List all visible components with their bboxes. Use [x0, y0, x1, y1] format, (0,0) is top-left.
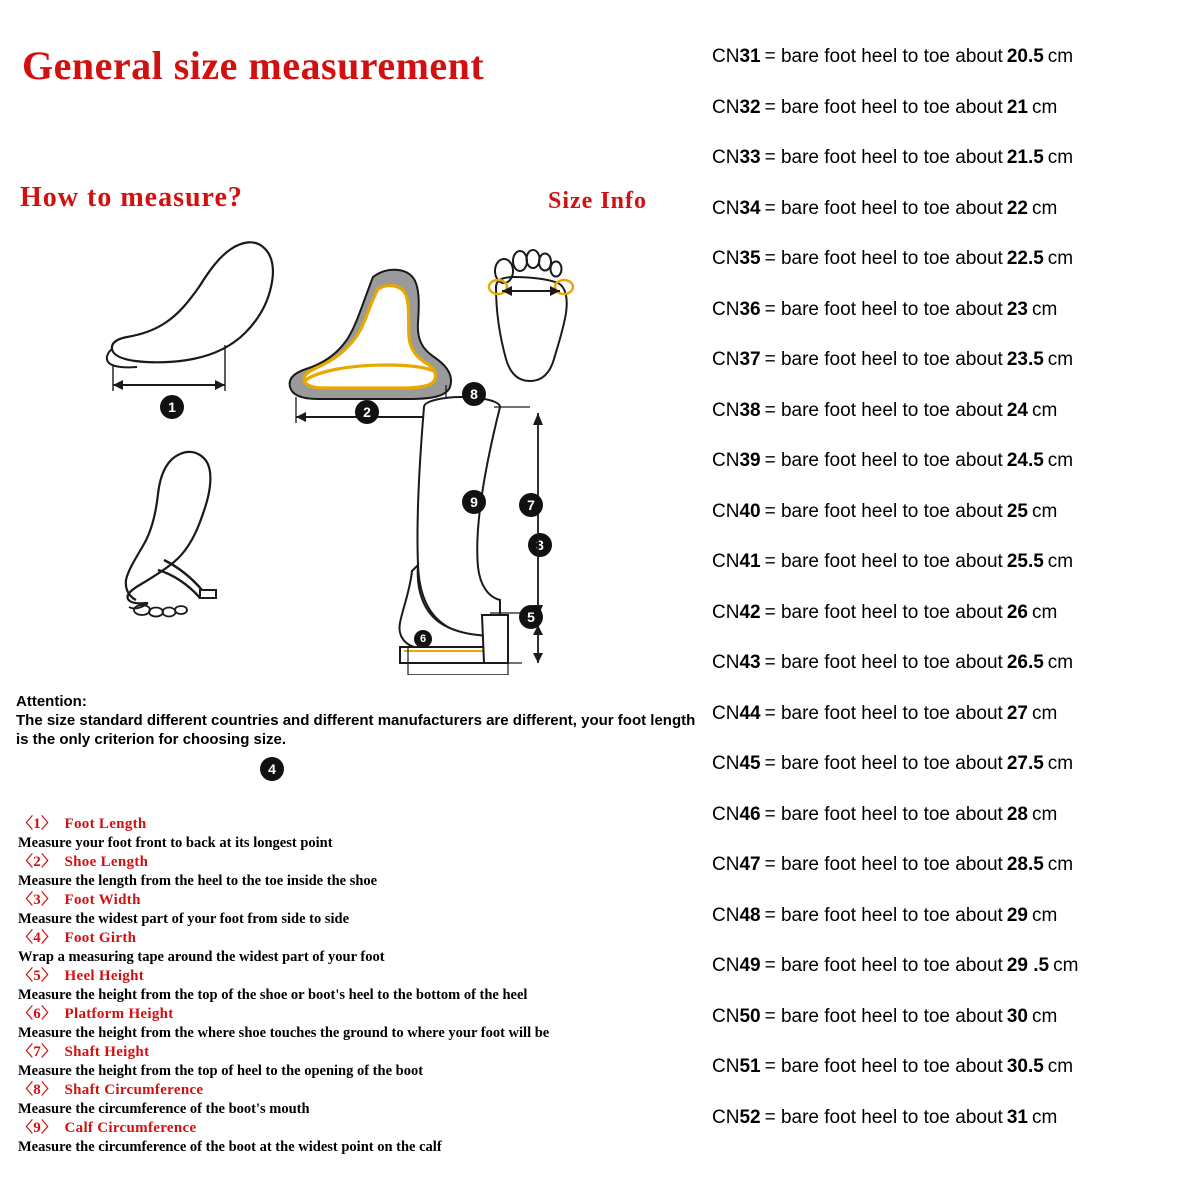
size-unit: cm [1047, 248, 1074, 270]
size-value: 25.5 [1006, 551, 1044, 573]
size-unit: cm [1047, 349, 1074, 371]
size-value: 21.5 [1006, 147, 1044, 169]
size-row [712, 992, 1200, 1043]
list-item [18, 853, 718, 891]
size-phrase: = bare foot heel to toe about [764, 955, 1003, 977]
measure-desc: Measure the height from the top of heel to the opening of the boot [18, 1063, 424, 1080]
diagram-badge-5: 5 [519, 605, 543, 629]
size-row [712, 588, 1200, 639]
size-row [712, 1042, 1200, 1093]
size-label: CN35 [712, 248, 761, 270]
size-value: 21 [1006, 96, 1028, 118]
size-unit: cm [1031, 298, 1058, 320]
size-phrase: = bare foot heel to toe about [764, 904, 1003, 926]
measure-term: Heel Height [64, 968, 145, 985]
size-unit: cm [1031, 500, 1058, 522]
size-label: CN51 [712, 1056, 761, 1078]
size-label: CN31 [712, 46, 761, 68]
size-label: CN47 [712, 854, 761, 876]
size-value: 20.5 [1006, 46, 1044, 68]
size-label: CN44 [712, 702, 761, 724]
size-value: 22 [1006, 197, 1028, 219]
measure-num: 〈1〉 [18, 816, 57, 832]
measure-desc: Measure the widest part of your foot from side to side [18, 911, 350, 928]
list-item [18, 1005, 718, 1043]
measure-term: Foot Length [64, 816, 147, 832]
measure-term: Foot Girth [64, 930, 137, 947]
measurement-definitions-list [18, 815, 718, 1157]
size-row [712, 436, 1200, 487]
size-label: CN52 [712, 1106, 761, 1128]
size-label: CN34 [712, 197, 761, 219]
size-label: CN41 [712, 551, 761, 573]
size-row [712, 386, 1200, 437]
size-value: 23.5 [1006, 349, 1044, 371]
size-row [712, 32, 1200, 83]
diagram-badge-6: 6 [414, 630, 432, 648]
size-phrase: = bare foot heel to toe about [764, 601, 1003, 623]
size-label: CN48 [712, 904, 761, 926]
measure-num: 〈2〉 [18, 854, 57, 871]
size-value: 31 [1006, 1106, 1028, 1128]
size-phrase: = bare foot heel to toe about [764, 551, 1003, 573]
size-unit: cm [1031, 803, 1058, 825]
measure-desc: Measure the height from the top of the shoe or boot's heel to the bottom of the heel [18, 987, 528, 1004]
size-unit: cm [1047, 450, 1074, 472]
size-value: 24 [1006, 399, 1028, 421]
size-value: 23 [1006, 298, 1028, 320]
measure-num: 〈9〉 [18, 1120, 57, 1137]
size-unit: cm [1047, 551, 1074, 573]
size-value: 28.5 [1006, 854, 1044, 876]
size-label: CN37 [712, 349, 761, 371]
size-row [712, 83, 1200, 134]
size-label: CN42 [712, 601, 761, 623]
size-phrase: = bare foot heel to toe about [764, 96, 1003, 118]
measure-desc: Measure the length from the heel to the toe inside the shoe [18, 873, 378, 890]
size-value: 25 [1006, 500, 1028, 522]
list-item [18, 929, 718, 967]
size-unit: cm [1047, 652, 1074, 674]
diagram-badge-8: 8 [462, 382, 486, 406]
measure-term: Foot Width [64, 892, 141, 909]
size-row [712, 133, 1200, 184]
measure-desc: Measure your foot front to back at its longest point [18, 835, 333, 852]
size-row [712, 638, 1200, 689]
measure-num: 〈5〉 [18, 968, 57, 985]
size-phrase: = bare foot heel to toe about [764, 854, 1003, 876]
size-row [712, 335, 1200, 386]
list-item [18, 891, 718, 929]
list-item [18, 1119, 718, 1157]
size-phrase: = bare foot heel to toe about [764, 803, 1003, 825]
measure-term: Shaft Circumference [64, 1082, 204, 1099]
attention-text: The size standard different countries and different manufacturers are different, your foot length is the only criterion for choosing size. [16, 712, 696, 748]
size-row [712, 487, 1200, 538]
size-value: 26 [1006, 601, 1028, 623]
size-phrase: = bare foot heel to toe about [764, 248, 1003, 270]
size-phrase: = bare foot heel to toe about [764, 46, 1003, 68]
attention-label: Attention: [16, 693, 87, 710]
diagram-badge-1: 1 [160, 395, 184, 419]
size-phrase: = bare foot heel to toe about [764, 1056, 1003, 1078]
size-label: CN36 [712, 298, 761, 320]
size-phrase: = bare foot heel to toe about [764, 399, 1003, 421]
foot-girth-diagram [120, 440, 330, 630]
size-row [712, 840, 1200, 891]
size-label: CN39 [712, 450, 761, 472]
diagram-badge-2: 2 [355, 400, 379, 424]
size-row [712, 790, 1200, 841]
size-unit: cm [1047, 854, 1074, 876]
size-phrase: = bare foot heel to toe about [764, 147, 1003, 169]
how-to-measure-heading: How to measure? [20, 182, 243, 213]
foot-width-diagram [470, 233, 600, 403]
size-value: 22.5 [1006, 248, 1044, 270]
size-unit: cm [1031, 601, 1058, 623]
size-phrase: = bare foot heel to toe about [764, 652, 1003, 674]
size-value: 27 [1006, 702, 1028, 724]
size-value: 30 [1006, 1005, 1028, 1027]
size-row [712, 1093, 1200, 1144]
size-row [712, 184, 1200, 235]
size-row [712, 941, 1200, 992]
size-value: 28 [1006, 803, 1028, 825]
size-label: CN50 [712, 1005, 761, 1027]
size-unit: cm [1047, 147, 1074, 169]
size-label: CN49 [712, 955, 761, 977]
size-unit: cm [1031, 197, 1058, 219]
size-unit: cm [1053, 955, 1079, 977]
size-unit: cm [1047, 46, 1074, 68]
size-label: CN32 [712, 96, 761, 118]
size-phrase: = bare foot heel to toe about [764, 298, 1003, 320]
size-label: CN43 [712, 652, 761, 674]
size-unit: cm [1031, 1106, 1058, 1128]
measure-num: 〈8〉 [18, 1082, 57, 1099]
size-phrase: = bare foot heel to toe about [764, 349, 1003, 371]
diagram-badge-3: 3 [528, 533, 552, 557]
measure-term: Shoe Length [64, 854, 149, 871]
size-label: CN33 [712, 147, 761, 169]
size-phrase: = bare foot heel to toe about [764, 450, 1003, 472]
size-value: 29 .5 [1006, 955, 1050, 977]
size-phrase: = bare foot heel to toe about [764, 702, 1003, 724]
size-unit: cm [1031, 1005, 1058, 1027]
size-unit: cm [1031, 96, 1058, 118]
size-row [712, 285, 1200, 336]
measure-term: Shaft Height [64, 1044, 150, 1061]
size-phrase: = bare foot heel to toe about [764, 197, 1003, 219]
page-title: General size measurement [22, 43, 485, 88]
size-info-heading: Size Info [548, 188, 647, 214]
size-phrase: = bare foot heel to toe about [764, 753, 1003, 775]
size-phrase: = bare foot heel to toe about [764, 1005, 1003, 1027]
diagram-badge-9: 9 [462, 490, 486, 514]
size-label: CN45 [712, 753, 761, 775]
measure-desc: Measure the height from the where shoe touches the ground to where your foot will be [18, 1025, 550, 1042]
measure-num: 〈6〉 [18, 1006, 57, 1023]
size-phrase: = bare foot heel to toe about [764, 500, 1003, 522]
measure-num: 〈3〉 [18, 892, 57, 909]
size-unit: cm [1047, 753, 1074, 775]
measure-desc: Measure the circumference of the boot's mouth [18, 1101, 310, 1118]
diagram-badge-4: 4 [260, 757, 284, 781]
size-row [712, 739, 1200, 790]
measure-term: Platform Height [64, 1006, 174, 1023]
measure-desc: Measure the circumference of the boot at the widest point on the calf [18, 1139, 442, 1156]
list-item [18, 815, 718, 853]
measure-desc: Wrap a measuring tape around the widest part of your foot [18, 949, 385, 966]
size-phrase: = bare foot heel to toe about [764, 1106, 1003, 1128]
size-chart [712, 0, 1200, 1200]
size-row [712, 234, 1200, 285]
size-value: 30.5 [1006, 1056, 1044, 1078]
size-row [712, 537, 1200, 588]
size-row [712, 891, 1200, 942]
measure-num: 〈4〉 [18, 930, 57, 947]
size-row [712, 689, 1200, 740]
size-unit: cm [1047, 1056, 1074, 1078]
measure-num: 〈7〉 [18, 1044, 57, 1061]
size-value: 26.5 [1006, 652, 1044, 674]
diagram-badge-7: 7 [519, 493, 543, 517]
list-item [18, 1081, 718, 1119]
size-unit: cm [1031, 904, 1058, 926]
size-unit: cm [1031, 399, 1058, 421]
measure-term: Calf Circumference [64, 1120, 197, 1137]
size-unit: cm [1031, 702, 1058, 724]
size-label: CN40 [712, 500, 761, 522]
size-value: 24.5 [1006, 450, 1044, 472]
list-item [18, 1043, 718, 1081]
size-value: 27.5 [1006, 753, 1044, 775]
size-value: 29 [1006, 904, 1028, 926]
list-item [18, 967, 718, 1005]
attention-block [16, 693, 706, 750]
size-label: CN38 [712, 399, 761, 421]
size-label: CN46 [712, 803, 761, 825]
